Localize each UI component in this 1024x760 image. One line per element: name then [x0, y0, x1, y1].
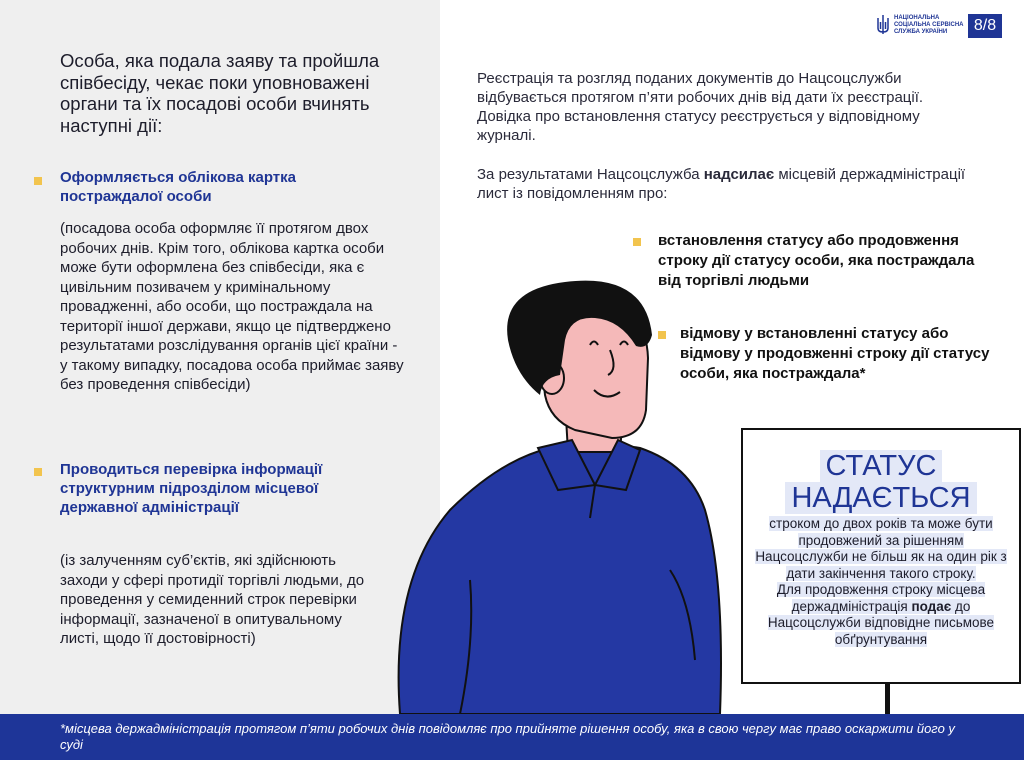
footer-note: *місцева держадміністрація протягом п’яти робочих днів повідомляє про прийняте рішення особу, яка в свою чергу має право оскаржити його у суді	[60, 721, 955, 752]
trident-icon	[876, 14, 890, 36]
footer-bar	[0, 714, 1024, 760]
registration-paragraph: Реєстрація та розгляд поданих документів до Нацсоцслужби відбувається протягом п’яти робочих днів від дати їх реєстрації. Довідка про встановлення статусу реєструється у відповідному журналі.	[477, 70, 924, 144]
bullet-body-2: (із залученням суб’єктів, які здійснюють заходи у сфері протидії торгівлі людьми, до проведення у семиденний строк перевірки інформації, зазначеної в опитувальному листі, щодо її достовірності)	[60, 552, 365, 647]
status-extension-before: Для продовження строку місцева держадміністрація	[776, 582, 986, 614]
bullet-marker	[633, 238, 641, 246]
page-indicator: 8/8	[968, 14, 1002, 38]
status-extension-after: до Нацсоцслужби відповідне письмове обґрунтування	[767, 598, 995, 647]
results-text-after: місцевій держадміністрації лист із повідомленням про:	[477, 166, 966, 202]
intro-text: Особа, яка подала заяву та пройшла співбесіду, чекає поки уповноважені органи та їх посадові особи вчинять наступні дії:	[60, 50, 380, 136]
bullet-marker	[34, 177, 42, 185]
bullet-marker	[34, 468, 42, 476]
status-title-line1: СТАТУС	[820, 450, 943, 482]
bullet-body-1: (посадова особа оформляє її протягом двох робочих днів. Крім того, облікова картка особи може бути оформлена без співбесіди, яка є цивільним позивачем у кримінальному провадженні, або особи, що постраждала на території іншої держави, якщо це підтверджено результатами розслідування органів цієї країни - у такому випадку, посадова особа приймає заяву без проведення співбесіди)	[60, 220, 404, 393]
notice-bullet-2: відмову у встановленні статусу або відмову у продовженні строку дії статусу особи, яка постраждала*	[680, 325, 990, 382]
results-paragraph	[477, 165, 977, 203]
status-extension-bold: подає	[911, 598, 952, 614]
agency-logo	[876, 14, 966, 38]
board-stand	[885, 684, 890, 714]
status-description	[753, 516, 1009, 648]
bullet-title-2: Проводиться перевірка інформації структурним підрозділом місцевої державної адміністрації	[60, 461, 323, 516]
results-text-bold: надсилає	[703, 166, 775, 183]
notice-bullet-1: встановлення статусу або продовження строку дії статусу особи, яка постраждала від торгівлі людьми	[658, 232, 975, 289]
status-card	[741, 428, 1021, 684]
bullet-title-1: Оформляється облікова картка постраждалої особи	[60, 169, 296, 205]
status-title-line2: НАДАЄТЬСЯ	[785, 482, 976, 514]
agency-name: НАЦІОНАЛЬНА СОЦІАЛЬНА СЕРВІСНА СЛУЖБА УКРАЇНИ	[894, 15, 964, 35]
status-title	[743, 450, 1019, 514]
status-term-text: строком до двох років та може бути продовжений за рішенням Нацсоцслужби не більш як на один рік з дати закінчення такого строку.	[755, 516, 1007, 581]
results-text-before: За результатами Нацсоцслужба	[477, 166, 704, 183]
